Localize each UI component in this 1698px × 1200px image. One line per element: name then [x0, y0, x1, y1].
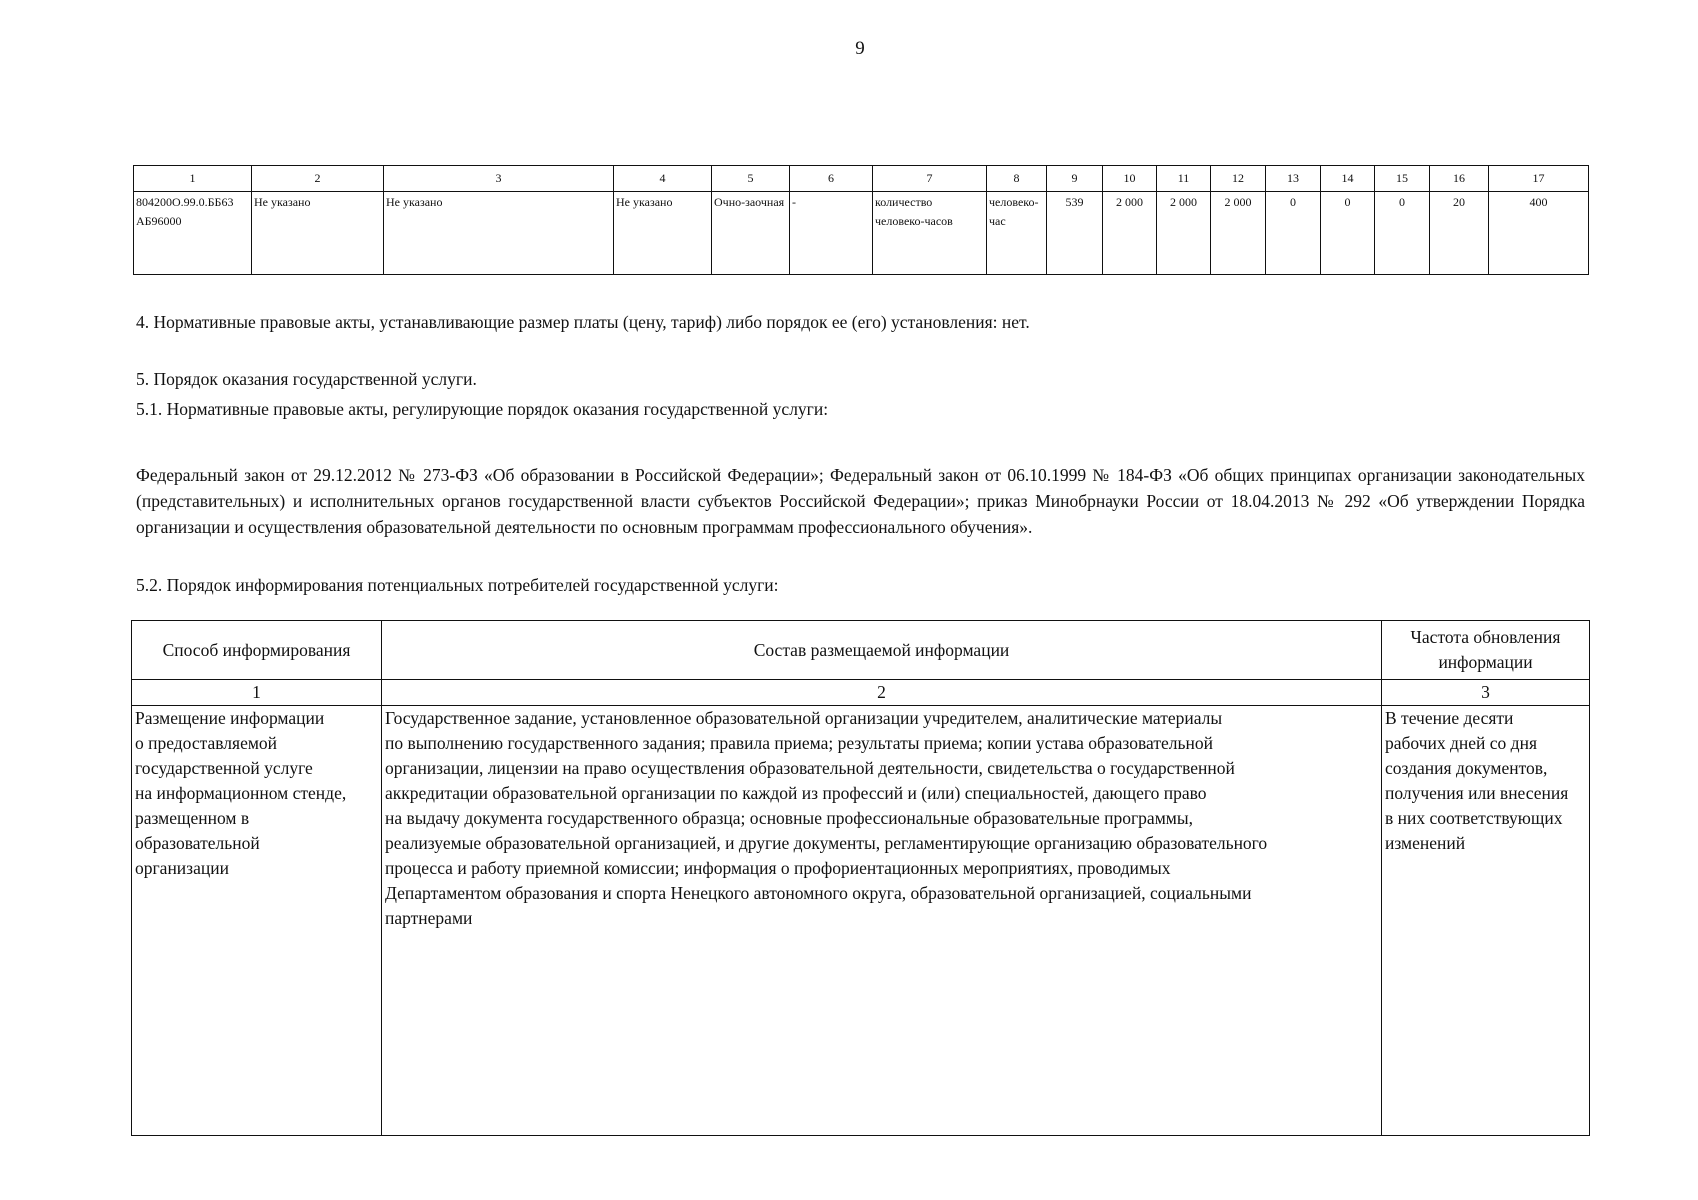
indicator-cell: Не указано: [384, 192, 614, 275]
info-header-cell: Способ информирования: [132, 621, 382, 680]
indicator-header-cell: 3: [384, 166, 614, 192]
indicator-cell: -: [790, 192, 873, 275]
unit-cell: человеко-час: [987, 192, 1047, 275]
info-table-header-row: [132, 621, 1590, 680]
indicator-header-cell: 12: [1211, 166, 1266, 192]
indicator-header-cell: 8: [987, 166, 1047, 192]
value-cell: 2 000: [1157, 192, 1211, 275]
indicator-header-cell: 2: [252, 166, 384, 192]
info-content-cell: Государственное задание, установленное образовательной организации учредителем, аналитические материалы по выполнению государственного задания; правила приема; результаты приема; копии устава образовательной организации, лицензии на право осуществления образовательной деятельности, свидетельства о государственной аккредитации образовательной организации по каждой из профессий и (или) специальностей, дающего право на выдачу документа государственного образца; основные профессиональные образовательные программы, реализуемые образовательной организацией, и другие документы, регламентирующие организацию образовательного процесса и работу приемной комиссии; информация о профориентационных мероприятиях, проводимых Департаментом образования и спорта Ненецкого автономного округа, образовательной организацией, социальными партнерами: [382, 706, 1382, 1136]
value-cell: 2 000: [1211, 192, 1266, 275]
indicator-table-row: [134, 192, 1589, 275]
paragraph-5: 5. Порядок оказания государственной услуги.: [136, 369, 477, 389]
value-cell: 0: [1375, 192, 1430, 275]
form-cell: Очно-заочная: [712, 192, 790, 275]
info-number-cell: 1: [132, 680, 382, 706]
info-table-row: [132, 706, 1590, 1136]
indicator-header-cell: 5: [712, 166, 790, 192]
value-cell: 2 000: [1103, 192, 1157, 275]
paragraph-4: 4. Нормативные правовые акты, устанавливающие размер платы (цену, тариф) либо порядок ее (его) установления: нет.: [136, 312, 1030, 332]
indicator-header-cell: 17: [1489, 166, 1589, 192]
info-header-cell: Состав размещаемой информации: [382, 621, 1382, 680]
registry-number-cell: 804200О.99.0.ББ63 АБ96000: [134, 192, 252, 275]
paragraph-5-2: 5.2. Порядок информирования потенциальных потребителей государственной услуги:: [136, 575, 779, 595]
laws-paragraph: Федеральный закон от 29.12.2012 № 273-ФЗ «Об образовании в Российской Федерации»; Федеральный закон от 06.10.1999 № 184-ФЗ «Об общих принципах организации законодательных (представительных) и исполнительных органов государственной власти субъектов Российской Федерации»; приказ Минобрнауки России от 18.04.2013 № 292 «Об утверждении Порядка организации и осуществления образовательной деятельности по основным программам профессионального обучения».: [136, 465, 1585, 537]
indicator-header-cell: 10: [1103, 166, 1157, 192]
indicator-table: [133, 165, 1589, 275]
value-cell: 0: [1266, 192, 1321, 275]
indicator-header-cell: 7: [873, 166, 987, 192]
value-cell: 0: [1321, 192, 1375, 275]
indicator-header-cell: 6: [790, 166, 873, 192]
info-number-cell: 2: [382, 680, 1382, 706]
value-cell: 539: [1047, 192, 1103, 275]
info-method-cell: Размещение информации о предоставляемой государственной услуге на информационном стенде, размещенном в образовательной организации: [132, 706, 382, 1136]
info-frequency-cell: В течение десяти рабочих дней со дня создания документов, получения или внесения в них соответствующих изменений: [1382, 706, 1590, 1136]
indicator-cell: Не указано: [252, 192, 384, 275]
indicator-header-cell: 13: [1266, 166, 1321, 192]
indicator-header-cell: 14: [1321, 166, 1375, 192]
indicator-header-cell: 1: [134, 166, 252, 192]
indicator-header-cell: 11: [1157, 166, 1211, 192]
indicator-header-cell: 15: [1375, 166, 1430, 192]
indicator-cell: Не указано: [614, 192, 712, 275]
page-number: 9: [855, 38, 865, 59]
value-cell: 400: [1489, 192, 1589, 275]
indicator-header-cell: 4: [614, 166, 712, 192]
indicator-table-header-row: [134, 166, 1589, 192]
indicator-header-cell: 9: [1047, 166, 1103, 192]
info-header-cell: Частота обновления информации: [1382, 621, 1590, 680]
indicator-name-cell: количество человеко-часов: [873, 192, 987, 275]
indicator-header-cell: 16: [1430, 166, 1489, 192]
info-number-cell: 3: [1382, 680, 1590, 706]
value-cell: 20: [1430, 192, 1489, 275]
info-table: [131, 620, 1590, 1136]
info-table-number-row: [132, 680, 1590, 706]
paragraph-5-1: 5.1. Нормативные правовые акты, регулирующие порядок оказания государственной услуги:: [136, 399, 829, 419]
